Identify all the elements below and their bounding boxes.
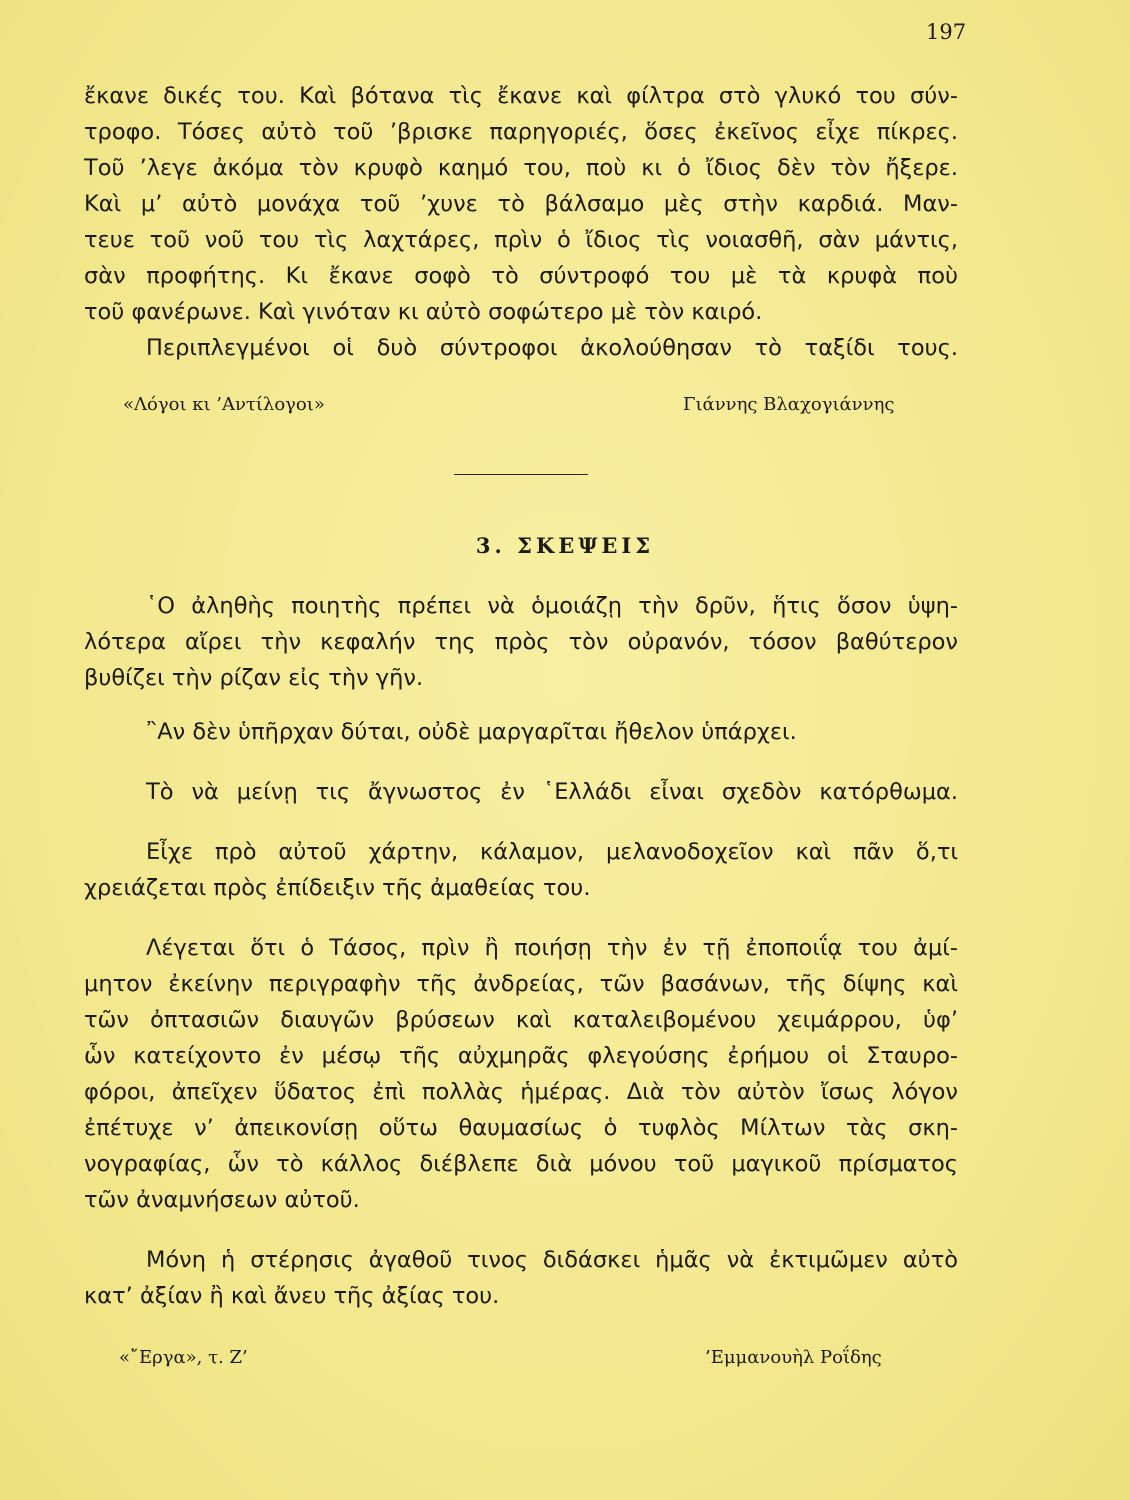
text-line: Καὶ μ’ αὐτὸ μονάχα τοῦ ’χυνε τὸ βάλσαμο μὲς στὴν καρδιά. Μαν- — [84, 191, 958, 217]
source-title: «῎Εργα», τ. Ζ’ — [119, 1347, 248, 1368]
text-line: Τοῦ ’λεγε ἀκόμα τὸν κρυφὸ καημό του, ποὺ κι ὁ ἴδιος δὲν τὸν ἤξερε. — [84, 155, 958, 181]
text-line: ῾Ο ἀληθὴς ποιητὴς πρέπει νὰ ὁμοιάζῃ τὴν δρῦν, ἥτις ὅσον ὑψη- — [146, 593, 958, 619]
text-line: Μόνη ἡ στέρησις ἀγαθοῦ τινος διδάσκει ἡμᾶς νὰ ἐκτιμῶμεν αὐτὸ — [146, 1247, 958, 1273]
text-line: τῶν ἀναμνήσεων αὐτοῦ. — [84, 1187, 360, 1213]
text-line: τευε τοῦ νοῦ του τὶς λαχτάρες, πρὶν ὁ ἴδιος τὶς νοιασθῆ, σὰν μάντις, — [84, 227, 958, 253]
text-line: ὧν κατείχοντο ἐν μέσῳ τῆς αὐχμηρᾶς φλεγούσης ἐρήμου οἱ Σταυρο- — [84, 1043, 958, 1069]
text-line: βυθίζει τὴν ρίζαν εἰς τὴν γῆν. — [84, 665, 424, 691]
text-line: νογραφίας, ὧν τὸ κάλλος διέβλεπε διὰ μόνου τοῦ μαγικοῦ πρίσματος — [84, 1151, 958, 1177]
section-heading: 3. ΣΚΕΨΕΙΣ — [475, 533, 655, 558]
text-line: Περιπλεγμένοι οἱ δυὸ σύντροφοι ἀκολούθησαν τὸ ταξίδι τους. — [146, 335, 958, 361]
text-line: Εἶχε πρὸ αὐτοῦ χάρτην, κάλαμον, μελανοδοχεῖον καὶ πᾶν ὅ,τι — [146, 839, 958, 865]
text-line: σὰν προφήτης. Κι ἔκανε σοφὸ τὸ σύντροφό του μὲ τὰ κρυφὰ ποὺ — [84, 263, 958, 289]
text-line: τροφο. Τόσες αὐτὸ τοῦ ’βρισκε παρηγοριές, ὅσες ἐκεῖνος εἶχε πίκρες. — [84, 119, 958, 145]
paragraph — [84, 1242, 958, 1314]
paragraph — [84, 714, 958, 750]
paragraph — [84, 774, 958, 810]
author-name: ’Εμμανουὴλ Ροΐδης — [705, 1347, 882, 1368]
text-line: φόροι, ἀπεῖχεν ὕδατος ἐπὶ πολλὰς ἡμέρας. Διὰ τὸν αὐτὸν ἴσως λόγον — [84, 1079, 958, 1105]
source-title: «Λόγοι κι ’Αντίλογοι» — [123, 394, 325, 415]
paragraph — [84, 588, 958, 696]
page-number: 197 — [926, 20, 967, 44]
section-divider — [454, 474, 588, 475]
thoughts-text — [84, 588, 958, 1338]
text-line: Λέγεται ὅτι ὁ Τάσος, πρὶν ἢ ποιήσῃ τὴν ἐν τῇ ἐποποιΐᾳ του ἀμί- — [146, 935, 958, 961]
text-line: ῍Αν δὲν ὑπῆρχαν δύται, οὐδὲ μαργαρῖται ἤθελον ὑπάρχει. — [146, 719, 797, 745]
text-line: κατ’ ἀξίαν ἢ καὶ ἄνευ τῆς ἀξίας του. — [84, 1283, 500, 1309]
text-line: χρειάζεται πρὸς ἐπίδειξιν τῆς ἀμαθείας του. — [84, 875, 591, 901]
author-name: Γιάννης Βλαχογιάννης — [683, 394, 895, 415]
paragraph — [84, 930, 958, 1218]
text-line: Τὸ νὰ μείνῃ τις ἄγνωστος ἐν ῾Ελλάδι εἶναι σχεδὸν κατόρθωμα. — [146, 779, 958, 805]
text-line: μητον ἐκείνην περιγραφὴν τῆς ἀνδρείας, τῶν βασάνων, τῆς δίψης καὶ — [84, 971, 958, 997]
text-line: ἐπέτυχε ν’ ἀπεικονίσῃ οὕτω θαυμασίως ὁ τυφλὸς Μίλτων τὰς σκη- — [84, 1115, 958, 1141]
text-line: τοῦ φανέρωνε. Καὶ γινόταν κι αὐτὸ σοφώτερο μὲ τὸν καιρό. — [84, 299, 763, 325]
text-line: ἔκανε δικές του. Καὶ βότανα τὶς ἔκανε καὶ φίλτρα στὸ γλυκό του σύν- — [84, 83, 958, 109]
paragraph — [84, 834, 958, 906]
text-line: τῶν ὀπτασιῶν διαυγῶν βρύσεων καὶ καταλειβομένου χειμάρρου, ὑφ’ — [84, 1007, 958, 1033]
text-line: λότερα αἴρει τὴν κεφαλήν της πρὸς τὸν οὐρανόν, τόσον βαθύτερον — [84, 629, 958, 655]
passage-text — [84, 78, 958, 366]
